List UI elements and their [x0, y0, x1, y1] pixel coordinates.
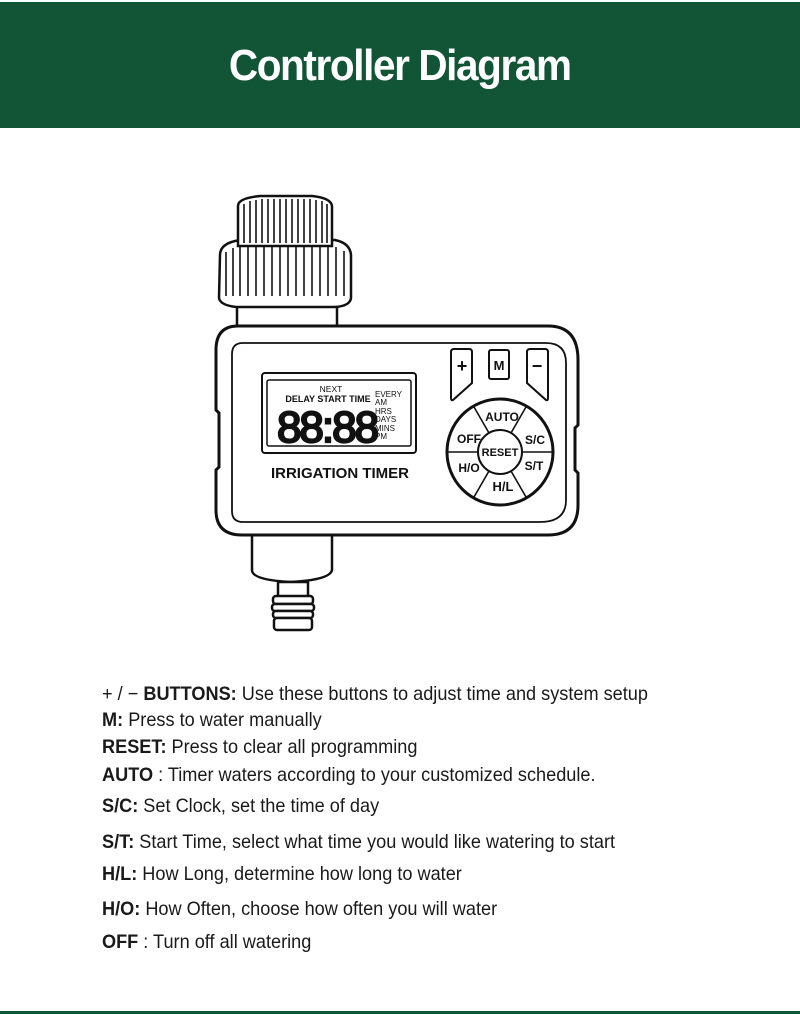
- legend-text: Press to water manually: [123, 709, 322, 731]
- controller-diagram: [0, 180, 800, 640]
- lcd-top-labels: DELAY START TIME: [285, 394, 371, 404]
- legend-text: How Often, choose how often you will water: [140, 898, 498, 920]
- lcd-side-label-pm: PM: [375, 432, 387, 441]
- legend-item-st: [102, 830, 615, 854]
- legend-item-ho: [102, 897, 497, 921]
- manual-button-label: M: [493, 358, 505, 373]
- lcd-side-label-mins: MINS: [375, 424, 395, 433]
- legend-item-auto: [102, 763, 596, 787]
- legend-key: AUTO: [102, 764, 154, 786]
- legend-key: RESET:: [102, 736, 167, 758]
- legend-key: S/T:: [102, 831, 135, 853]
- dial-sc-button[interactable]: S/C: [524, 433, 546, 447]
- legend-text: Use these buttons to adjust time and system setup: [236, 683, 648, 705]
- lcd-side-label-hrs: HRS: [375, 407, 392, 416]
- legend-key: S/C:: [102, 795, 139, 817]
- legend-text: Press to clear all programming: [166, 736, 418, 758]
- dial-reset-button[interactable]: RESET: [481, 447, 519, 459]
- legend-key: M:: [102, 709, 124, 731]
- product-label: IRRIGATION TIMER: [270, 465, 410, 482]
- dial-st-button[interactable]: S/T: [524, 459, 544, 473]
- legend-key: H/O:: [102, 898, 141, 920]
- lcd-side-label-every: EVERY: [375, 390, 402, 399]
- minus-icon: −: [531, 356, 543, 376]
- legend-text: : Turn off all watering: [138, 931, 312, 953]
- legend-key: H/L:: [102, 863, 138, 885]
- dial-hl-button[interactable]: H/L: [492, 479, 514, 494]
- hose-outlet-icon: [252, 535, 332, 630]
- manual-button[interactable]: [489, 350, 509, 379]
- plus-minus-symbols: + / −: [102, 683, 144, 705]
- legend-text: Start Time, select what time you would like watering to start: [134, 831, 616, 853]
- legend-key: BUTTONS:: [143, 683, 237, 705]
- legend-item-off: [102, 930, 311, 954]
- header-banner: [0, 2, 800, 128]
- legend-text: : Timer waters according to your customized schedule.: [153, 764, 596, 786]
- page-title: Controller Diagram: [229, 41, 571, 90]
- legend-text: How Long, determine how long to water: [137, 863, 462, 885]
- lcd-digits: 88:88: [276, 403, 378, 452]
- legend-item-m: [102, 708, 322, 732]
- legend-item-hl: [102, 862, 462, 886]
- legend-item-reset: [102, 735, 417, 759]
- plus-icon: +: [456, 356, 468, 376]
- legend-key: OFF: [102, 931, 139, 953]
- legend-item-sc: [102, 794, 379, 818]
- dial-off-button[interactable]: OFF: [457, 432, 481, 446]
- lcd-side-label-days: DAYS: [375, 415, 397, 424]
- tap-connector-icon: [219, 196, 351, 330]
- legend-item-buttons: [102, 682, 648, 706]
- dial-auto-button[interactable]: AUTO: [485, 410, 519, 424]
- legend-text: Set Clock, set the time of day: [138, 795, 380, 817]
- lcd-side-label-am: AM: [375, 398, 387, 407]
- lcd-next-label: NEXT: [319, 384, 343, 394]
- dial-ho-button[interactable]: H/O: [458, 461, 480, 475]
